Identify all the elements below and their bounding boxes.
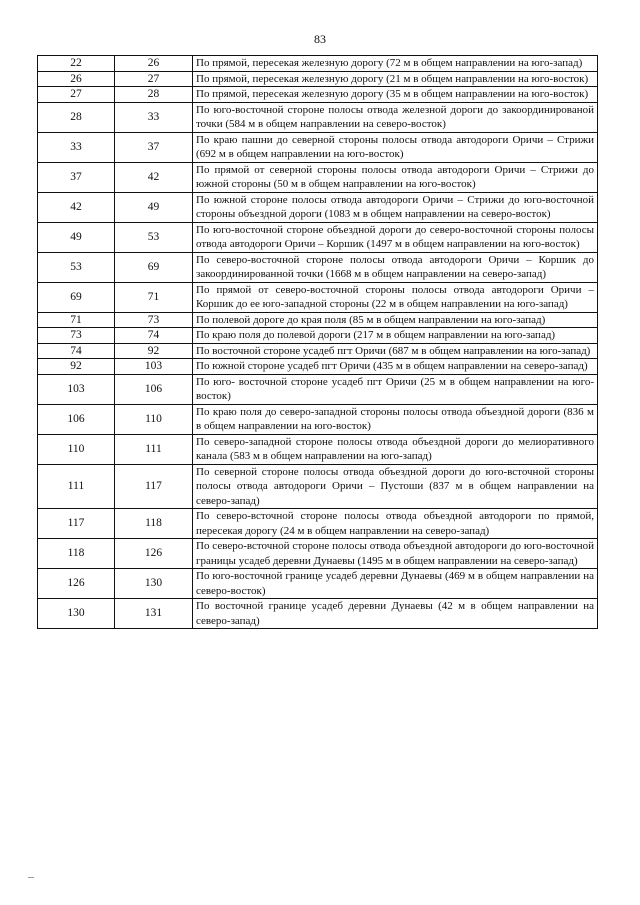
point-to: 26 (115, 56, 193, 72)
table-row (38, 222, 598, 252)
point-to: 28 (115, 87, 193, 103)
point-from: 28 (38, 102, 115, 132)
point-from: 49 (38, 222, 115, 252)
point-from: 22 (38, 56, 115, 72)
segment-description: По восточной стороне усадеб пгт Оричи (687 м в общем направлении на юго-запад) (193, 343, 598, 359)
point-to: 74 (115, 328, 193, 344)
table-row (38, 162, 598, 192)
table-row (38, 102, 598, 132)
segment-description: По южной стороне усадеб пгт Оричи (435 м в общем направлении на северо-запад) (193, 359, 598, 375)
segment-description: По прямой, пересекая железную дорогу (21 м в общем направлении на юго-восток) (193, 71, 598, 87)
point-to: 27 (115, 71, 193, 87)
point-from: 27 (38, 87, 115, 103)
table-row (38, 312, 598, 328)
segment-description: По юго- восточной стороне усадеб пгт Оричи (25 м в общем направлении на юго-восток) (193, 374, 598, 404)
point-from: 106 (38, 404, 115, 434)
table-row (38, 252, 598, 282)
point-from: 33 (38, 132, 115, 162)
table-row (38, 132, 598, 162)
point-to: 69 (115, 252, 193, 282)
table-row (38, 343, 598, 359)
point-to: 117 (115, 464, 193, 509)
point-from: 92 (38, 359, 115, 375)
segment-description: По юго-восточной границе усадеб деревни Дунаевы (469 м в общем направлении на северо-восток) (193, 569, 598, 599)
point-to: 126 (115, 539, 193, 569)
table-row (38, 569, 598, 599)
point-from: 117 (38, 509, 115, 539)
point-to: 33 (115, 102, 193, 132)
point-from: 73 (38, 328, 115, 344)
segment-description: По восточной границе усадеб деревни Дунаевы (42 м в общем направлении на северо-запад) (193, 599, 598, 629)
segment-description: По прямой, пересекая железную дорогу (35 м в общем направлении на юго-восток) (193, 87, 598, 103)
point-from: 130 (38, 599, 115, 629)
point-to: 106 (115, 374, 193, 404)
table-row (38, 71, 598, 87)
point-from: 74 (38, 343, 115, 359)
point-to: 103 (115, 359, 193, 375)
segment-description: По краю пашни до северной стороны полосы отвода автодороги Оричи – Стрижи (692 м в общем направлении на юго-восток) (193, 132, 598, 162)
point-to: 111 (115, 434, 193, 464)
scan-mark (28, 877, 34, 878)
segment-description: По юго-восточной стороне полосы отвода железной дороги до закоординированой точки (584 м в общем направлении на северо-восток) (193, 102, 598, 132)
point-from: 53 (38, 252, 115, 282)
table-row (38, 539, 598, 569)
segment-description: По северной стороне полосы отвода объездной дороги до юго-всточной стороны полосы отвода автодороги Оричи – Пустоши (837 м в общем направлении на северо-запад) (193, 464, 598, 509)
point-from: 42 (38, 192, 115, 222)
table-row (38, 464, 598, 509)
table-row (38, 56, 598, 72)
point-from: 126 (38, 569, 115, 599)
point-from: 71 (38, 312, 115, 328)
segment-description: По северо-западной стороне полосы отвода объездной дороги до мелиоративного канала (583 м в общем направлении на юго-запад) (193, 434, 598, 464)
segment-description: По прямой от северной стороны полосы отвода автодороги Оричи – Стрижи до южной стороны (50 м в общем направлении на юго-восток) (193, 162, 598, 192)
segment-description: По полевой дороге до края поля (85 м в общем направлении на юго-запад) (193, 312, 598, 328)
table-row (38, 434, 598, 464)
boundary-table (37, 55, 598, 629)
point-to: 49 (115, 192, 193, 222)
segment-description: По прямой от северо-восточной стороны полосы отвода автодороги Оричи – Коршик до ее юго-западной стороны (22 м в общем направлении на юго-запад) (193, 282, 598, 312)
point-to: 110 (115, 404, 193, 434)
boundary-table-body (38, 56, 598, 629)
segment-description: По прямой, пересекая железную дорогу (72 м в общем направлении на юго-запад) (193, 56, 598, 72)
point-to: 37 (115, 132, 193, 162)
segment-description: По северо-всточной стороне полосы отвода объездной автодороги по прямой, пересекая дорогу (24 м в общем направлении на северо-запад) (193, 509, 598, 539)
point-to: 92 (115, 343, 193, 359)
table-row (38, 192, 598, 222)
point-to: 73 (115, 312, 193, 328)
segment-description: По северо-восточной стороне полосы отвода автодороги Оричи – Коршик до закоординированной точки (1668 м в общем направлении на северо-запад) (193, 252, 598, 282)
segment-description: По краю поля до северо-западной стороны полосы отвода объездной дороги (836 м в общем направлении на юго-восток) (193, 404, 598, 434)
point-to: 71 (115, 282, 193, 312)
point-from: 26 (38, 71, 115, 87)
point-to: 130 (115, 569, 193, 599)
point-from: 110 (38, 434, 115, 464)
point-from: 37 (38, 162, 115, 192)
point-from: 111 (38, 464, 115, 509)
point-to: 131 (115, 599, 193, 629)
table-row (38, 599, 598, 629)
point-from: 69 (38, 282, 115, 312)
segment-description: По южной стороне полосы отвода автодороги Оричи – Стрижи до юго-восточной стороны объездной дороги (1083 м в общем направлении на северо-восток) (193, 192, 598, 222)
segment-description: По юго-восточной стороне объездной дороги до северо-восточной стороны полосы отвода автодороги Оричи – Коршик (1497 м в общем направлении на юго-восток) (193, 222, 598, 252)
page-number: 83 (314, 32, 326, 46)
table-row (38, 404, 598, 434)
table-row (38, 359, 598, 375)
table-row (38, 87, 598, 103)
segment-description: По северо-всточной стороне полосы отвода объездной автодороги до юго-восточной границы усадеб деревни Дунаевы (1495 м в общем направлении на северо-запад) (193, 539, 598, 569)
segment-description: По краю поля до полевой дороги (217 м в общем направлении на юго-запад) (193, 328, 598, 344)
point-to: 118 (115, 509, 193, 539)
table-row (38, 509, 598, 539)
table-row (38, 328, 598, 344)
table-row (38, 282, 598, 312)
point-from: 103 (38, 374, 115, 404)
table-row (38, 374, 598, 404)
point-to: 53 (115, 222, 193, 252)
point-to: 42 (115, 162, 193, 192)
point-from: 118 (38, 539, 115, 569)
